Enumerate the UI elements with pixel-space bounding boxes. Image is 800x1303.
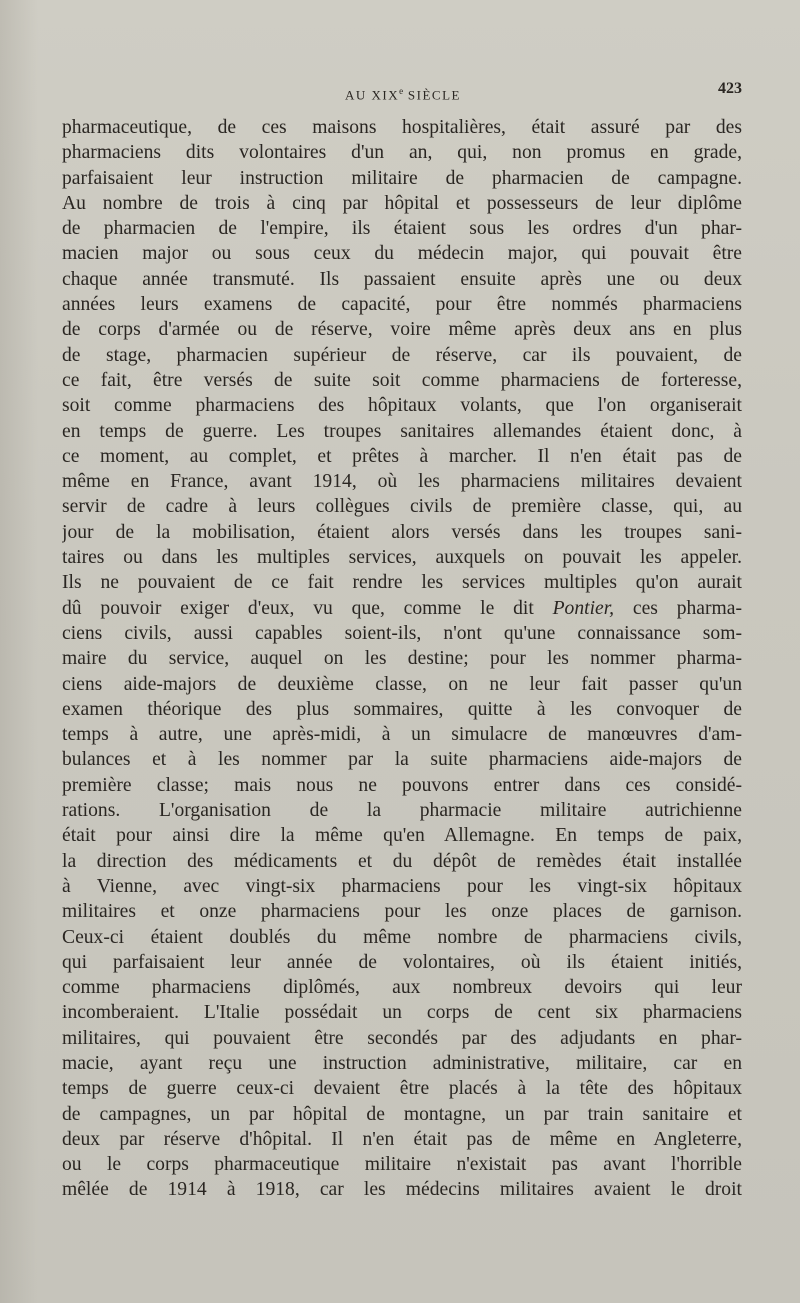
text-line-content: chaque année transmuté. Ils passaient ensuite après une ou deux: [62, 268, 742, 290]
text-line-content: était pour ainsi dire la même qu'en Allemagne. En temps de paix,: [62, 825, 742, 847]
text-line: [62, 115, 742, 140]
page-number: 423: [718, 80, 742, 97]
text-line-content: militaires et onze pharmaciens pour les onze places de garnison.: [62, 901, 742, 923]
text-line-content: jour de la mobilisation, étaient alors versés dans les troupes sani-: [62, 521, 742, 543]
text-line: [62, 166, 742, 191]
text-line-content: militaires, qui pouvaient être secondés par des adjudants en phar-: [62, 1027, 742, 1049]
text-line: [62, 773, 742, 798]
text-line: [62, 975, 742, 1000]
text-line: [62, 368, 742, 393]
text-line-content: soit comme pharmaciens des hôpitaux volants, que l'on organiserait: [62, 395, 742, 417]
text-line: [62, 494, 742, 519]
text-line-content: temps à autre, une après-midi, à un simulacre de manœuvres d'am-: [62, 724, 742, 746]
text-line-content: comme pharmaciens diplômés, aux nombreux devoirs qui leur: [62, 977, 742, 999]
text-line-content: de pharmacien de l'empire, ils étaient sous les ordres d'un phar-: [62, 218, 742, 240]
text-line-content: examen théorique des plus sommaires, quitte à les convoquer de: [62, 698, 742, 720]
body-text: [62, 115, 742, 1203]
text-line: [62, 1076, 742, 1101]
text-line-content: ce fait, être versés de suite soit comme pharmaciens de forteresse,: [62, 369, 742, 391]
text-line-content: parfaisaient leur instruction militaire de pharmacien de campagne.: [62, 167, 742, 189]
running-header: [64, 80, 742, 110]
text-line-content: ciens aide-majors de deuxième classe, on ne leur fait passer qu'un: [62, 673, 742, 695]
text-line: [62, 1177, 742, 1202]
text-line-content: de stage, pharmacien supérieur de réserve, car ils pouvaient, de: [62, 344, 742, 366]
title-suffix: SIÈCLE: [403, 87, 461, 103]
text-line: [62, 1102, 742, 1127]
text-line: [62, 823, 742, 848]
text-line-content: de campagnes, un par hôpital de montagne, un par train sanitaire et: [62, 1103, 742, 1125]
text-line: [62, 747, 742, 772]
text-line: [62, 697, 742, 722]
text-line: [62, 545, 742, 570]
text-line: [62, 1051, 742, 1076]
text-line: [62, 140, 742, 165]
title-prefix: AU XIX: [345, 87, 400, 103]
text-line-content: Ceux-ci étaient doublés du même nombre de pharmaciens civils,: [62, 926, 742, 948]
text-line-content: deux par réserve d'hôpital. Il n'en était pas de même en Angleterre,: [62, 1128, 742, 1150]
text-line: [62, 950, 742, 975]
text-line: [62, 419, 742, 444]
text-line: [62, 1127, 742, 1152]
text-line-content: pharmaceutique, de ces maisons hospitalières, était assuré par des: [62, 117, 742, 138]
text-line-content: incomberaient. L'Italie possédait un corps de cent six pharmaciens: [62, 1002, 742, 1024]
text-line: [62, 925, 742, 950]
text-line-content: rations. L'organisation de la pharmacie militaire autrichienne: [62, 800, 742, 822]
text-line: [62, 216, 742, 241]
text-line-content: mêlée de 1914 à 1918, car les médecins militaires avaient le droit: [62, 1179, 742, 1201]
text-line-content: de corps d'armée ou de réserve, voire même après deux ans en plus: [62, 319, 742, 341]
text-line: [62, 899, 742, 924]
italic-author-name: Pontier,: [552, 597, 615, 619]
text-line: [62, 241, 742, 266]
text-line-content: ou le corps pharmaceutique militaire n'existait pas avant l'horrible: [62, 1154, 742, 1176]
text-line: [62, 191, 742, 216]
text-line: [62, 672, 742, 697]
text-line-content: années leurs examens de capacité, pour être nommés pharmaciens: [62, 294, 742, 316]
text-line-content: maire du service, auquel on les destine; pour les nommer pharma-: [62, 648, 742, 670]
text-line: [62, 1026, 742, 1051]
text-line: [62, 317, 742, 342]
text-line: [62, 646, 742, 671]
text-line-content: pharmaciens dits volontaires d'un an, qui, non promus en grade,: [62, 142, 742, 164]
text-line: [62, 1000, 742, 1025]
text-line: [62, 874, 742, 899]
text-line-content: Au nombre de trois à cinq par hôpital et possesseurs de leur diplôme: [62, 192, 742, 214]
text-line: [62, 722, 742, 747]
text-line-content: macien major ou sous ceux du médecin major, qui pouvait être: [62, 243, 742, 265]
text-line-content: dû pouvoir exiger d'eux, vu que, comme le dit: [62, 597, 534, 619]
text-line: [62, 798, 742, 823]
text-line: [62, 849, 742, 874]
text-line: [62, 520, 742, 545]
running-title: [64, 86, 742, 103]
text-line: [62, 343, 742, 368]
text-line-content: à Vienne, avec vingt-six pharmaciens pour les vingt-six hôpitaux: [62, 875, 742, 897]
text-line-content: ce moment, au complet, et prêtes à marcher. Il n'en était pas de: [62, 445, 742, 467]
text-line-content: macie, ayant reçu une instruction administrative, militaire, car en: [62, 1052, 742, 1074]
text-line: [62, 1152, 742, 1177]
text-line-content: servir de cadre à leurs collègues civils de première classe, qui, au: [62, 496, 742, 518]
text-line-content: bulances et à les nommer par la suite pharmaciens aide-majors de: [62, 749, 742, 771]
text-line-content: première classe; mais nous ne pouvons entrer dans ces considé-: [62, 774, 742, 796]
text-line: [62, 393, 742, 418]
text-line-content: temps de guerre ceux-ci devaient être placés à la tête des hôpitaux: [62, 1078, 742, 1100]
text-line-content: même en France, avant 1914, où les pharmaciens militaires devaient: [62, 471, 742, 493]
text-line-tail: ces pharma-: [614, 597, 742, 619]
text-line-content: en temps de guerre. Les troupes sanitaires allemandes étaient donc, à: [62, 420, 742, 442]
text-line: [62, 596, 742, 621]
text-line: [62, 444, 742, 469]
text-line-content: ciens civils, aussi capables soient-ils, n'ont qu'une connaissance som-: [62, 622, 742, 644]
text-line-content: qui parfaisaient leur année de volontaires, où ils étaient initiés,: [62, 951, 742, 973]
text-line-content: taires ou dans les multiples services, auxquels on pouvait les appeler.: [62, 547, 742, 569]
text-line: [62, 469, 742, 494]
text-line: [62, 621, 742, 646]
text-line: [62, 570, 742, 595]
text-line-content: la direction des médicaments et du dépôt de remèdes était installée: [62, 850, 742, 872]
title-superscript: e: [399, 86, 404, 96]
text-line-content: Ils ne pouvaient de ce fait rendre les services multiples qu'on aurait: [62, 572, 742, 594]
text-line: [62, 292, 742, 317]
text-line: [62, 267, 742, 292]
